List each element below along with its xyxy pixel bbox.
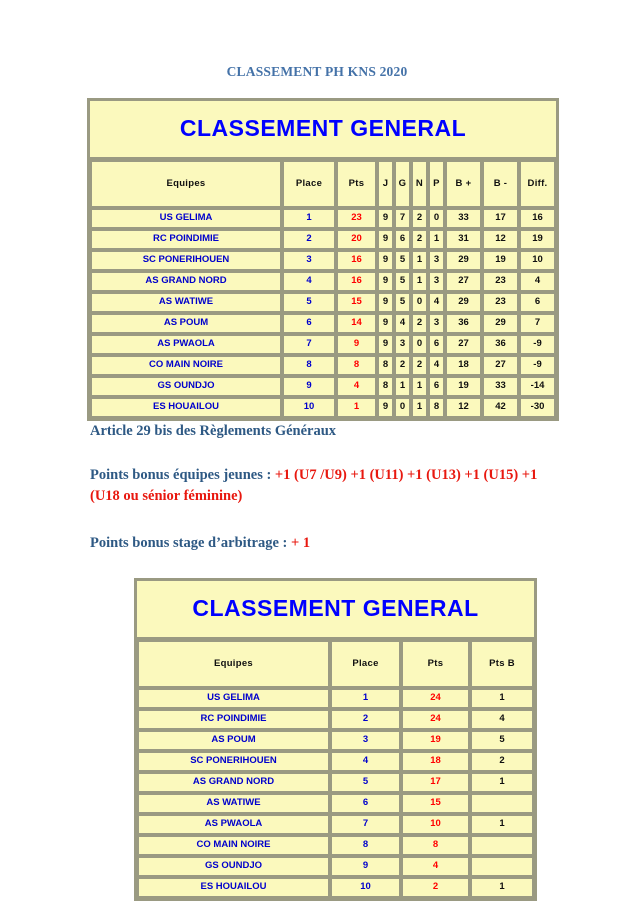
- cell-pts: 24: [401, 688, 470, 709]
- table-row: [137, 688, 534, 709]
- cell-ptsb: 1: [470, 877, 534, 898]
- cell-pts: 14: [336, 313, 377, 334]
- cell-diff: 19: [519, 229, 556, 250]
- cell-j: 9: [377, 334, 394, 355]
- cell-place: 4: [330, 751, 401, 772]
- table-row: [137, 772, 534, 793]
- cell-diff: -9: [519, 334, 556, 355]
- cell-bp: 27: [445, 334, 482, 355]
- article-reference-text: Article 29 bis des Règlements Généraux: [90, 423, 337, 439]
- page-title: CLASSEMENT PH KNS 2020: [226, 64, 408, 79]
- cell-bc: 23: [482, 292, 519, 313]
- cell-team: US GELIMA: [137, 688, 330, 709]
- cell-g: 6: [394, 229, 411, 250]
- cell-pts: 16: [336, 250, 377, 271]
- cell-bc: 12: [482, 229, 519, 250]
- cell-p: 6: [428, 334, 445, 355]
- cell-bp: 36: [445, 313, 482, 334]
- table-banner-title: CLASSEMENT GENERAL: [137, 581, 534, 640]
- table-row: [90, 271, 556, 292]
- cell-g: 5: [394, 250, 411, 271]
- cell-ptsb: 1: [470, 772, 534, 793]
- cell-place: 8: [282, 355, 336, 376]
- cell-pts: 16: [336, 271, 377, 292]
- column-header-g: G: [394, 160, 411, 208]
- cell-place: 7: [330, 814, 401, 835]
- table-row: [137, 814, 534, 835]
- cell-bc: 23: [482, 271, 519, 292]
- table-row: [90, 397, 556, 418]
- cell-bp: 19: [445, 376, 482, 397]
- cell-bp: 29: [445, 250, 482, 271]
- cell-p: 4: [428, 292, 445, 313]
- cell-team: CO MAIN NOIRE: [137, 835, 330, 856]
- bonus-arbitrage-paragraph: [90, 533, 560, 554]
- column-header-equipes: Equipes: [90, 160, 282, 208]
- column-header-difference: Diff.: [519, 160, 556, 208]
- cell-pts: 18: [401, 751, 470, 772]
- cell-diff: 16: [519, 208, 556, 229]
- cell-team: GS OUNDJO: [137, 856, 330, 877]
- table-row: [137, 856, 534, 877]
- cell-pts: 9: [336, 334, 377, 355]
- cell-team: CO MAIN NOIRE: [90, 355, 282, 376]
- cell-bp: 33: [445, 208, 482, 229]
- cell-bc: 19: [482, 250, 519, 271]
- cell-place: 10: [330, 877, 401, 898]
- cell-bp: 31: [445, 229, 482, 250]
- cell-place: 2: [282, 229, 336, 250]
- cell-pts: 15: [401, 793, 470, 814]
- cell-pts: 24: [401, 709, 470, 730]
- cell-j: 9: [377, 313, 394, 334]
- cell-n: 1: [411, 397, 428, 418]
- column-header-equipes: Equipes: [137, 640, 330, 688]
- cell-diff: -30: [519, 397, 556, 418]
- cell-diff: 7: [519, 313, 556, 334]
- bonus-jeunes-label: Points bonus équipes jeunes :: [90, 467, 275, 483]
- cell-p: 3: [428, 313, 445, 334]
- column-header-place: Place: [282, 160, 336, 208]
- cell-ptsb: [470, 835, 534, 856]
- column-header-buts-pour: B +: [445, 160, 482, 208]
- cell-team: AS WATIWE: [90, 292, 282, 313]
- cell-n: 2: [411, 313, 428, 334]
- cell-place: 1: [330, 688, 401, 709]
- cell-bp: 29: [445, 292, 482, 313]
- cell-p: 3: [428, 271, 445, 292]
- column-header-pts: Pts: [336, 160, 377, 208]
- cell-n: 0: [411, 292, 428, 313]
- cell-team: AS GRAND NORD: [137, 772, 330, 793]
- cell-g: 4: [394, 313, 411, 334]
- standings-table-bonus: [134, 578, 537, 901]
- cell-g: 5: [394, 292, 411, 313]
- cell-n: 0: [411, 334, 428, 355]
- cell-n: 1: [411, 271, 428, 292]
- table-row: [137, 793, 534, 814]
- cell-pts: 20: [336, 229, 377, 250]
- cell-bc: 17: [482, 208, 519, 229]
- cell-team: AS WATIWE: [137, 793, 330, 814]
- cell-g: 5: [394, 271, 411, 292]
- bonus-arbitrage-value: + 1: [291, 535, 311, 551]
- table-row: [90, 313, 556, 334]
- cell-team: AS POUM: [137, 730, 330, 751]
- cell-place: 5: [282, 292, 336, 313]
- bonus-jeunes-paragraph: [90, 465, 560, 507]
- cell-n: 2: [411, 229, 428, 250]
- table-row: [90, 355, 556, 376]
- cell-diff: 4: [519, 271, 556, 292]
- cell-pts: 4: [401, 856, 470, 877]
- cell-bc: 42: [482, 397, 519, 418]
- cell-pts: 10: [401, 814, 470, 835]
- cell-place: 9: [330, 856, 401, 877]
- table-row: [90, 229, 556, 250]
- table-row: [137, 730, 534, 751]
- table-banner-row: [137, 581, 534, 640]
- cell-n: 1: [411, 250, 428, 271]
- table-row: [137, 709, 534, 730]
- cell-pts: 8: [401, 835, 470, 856]
- column-header-place: Place: [330, 640, 401, 688]
- cell-j: 9: [377, 271, 394, 292]
- cell-place: 3: [330, 730, 401, 751]
- cell-ptsb: [470, 793, 534, 814]
- column-header-j: J: [377, 160, 394, 208]
- cell-j: 9: [377, 250, 394, 271]
- cell-bp: 27: [445, 271, 482, 292]
- cell-j: 9: [377, 397, 394, 418]
- cell-p: 0: [428, 208, 445, 229]
- cell-place: 3: [282, 250, 336, 271]
- table-banner-row: [90, 101, 556, 160]
- bonus-jeunes-value: +1 (U7 /U9) +1 (U11) +1 (U13) +1 (U15) +1 (U18 ou sénior féminine): [90, 467, 538, 505]
- cell-place: 5: [330, 772, 401, 793]
- cell-team: AS GRAND NORD: [90, 271, 282, 292]
- table-row: [137, 835, 534, 856]
- cell-pts: 15: [336, 292, 377, 313]
- cell-team: AS PWAOLA: [137, 814, 330, 835]
- cell-diff: -9: [519, 355, 556, 376]
- standings-table-detailed: [87, 98, 559, 421]
- cell-place: 8: [330, 835, 401, 856]
- column-header-n: N: [411, 160, 428, 208]
- cell-team: SC PONERIHOUEN: [90, 250, 282, 271]
- cell-pts: 8: [336, 355, 377, 376]
- cell-bc: 29: [482, 313, 519, 334]
- cell-j: 8: [377, 355, 394, 376]
- cell-n: 1: [411, 376, 428, 397]
- cell-pts: 4: [336, 376, 377, 397]
- cell-p: 3: [428, 250, 445, 271]
- cell-pts: 19: [401, 730, 470, 751]
- cell-j: 9: [377, 292, 394, 313]
- column-header-pts-bonus: Pts B: [470, 640, 534, 688]
- cell-ptsb: 4: [470, 709, 534, 730]
- cell-n: 2: [411, 355, 428, 376]
- cell-pts: 23: [336, 208, 377, 229]
- table-row: [137, 877, 534, 898]
- cell-g: 0: [394, 397, 411, 418]
- cell-bp: 18: [445, 355, 482, 376]
- cell-n: 2: [411, 208, 428, 229]
- cell-ptsb: 5: [470, 730, 534, 751]
- cell-bc: 33: [482, 376, 519, 397]
- cell-team: AS POUM: [90, 313, 282, 334]
- table-row: [90, 292, 556, 313]
- cell-place: 1: [282, 208, 336, 229]
- cell-place: 6: [282, 313, 336, 334]
- cell-g: 2: [394, 355, 411, 376]
- table-header-row: [137, 640, 534, 688]
- cell-ptsb: [470, 856, 534, 877]
- table-row: [137, 751, 534, 772]
- cell-p: 4: [428, 355, 445, 376]
- cell-place: 6: [330, 793, 401, 814]
- column-header-pts: Pts: [401, 640, 470, 688]
- cell-p: 8: [428, 397, 445, 418]
- cell-team: AS PWAOLA: [90, 334, 282, 355]
- cell-team: RC POINDIMIE: [137, 709, 330, 730]
- cell-team: RC POINDIMIE: [90, 229, 282, 250]
- cell-team: ES HOUAILOU: [90, 397, 282, 418]
- cell-j: 9: [377, 208, 394, 229]
- bonus-arbitrage-label: Points bonus stage d’arbitrage :: [90, 535, 291, 551]
- cell-bp: 12: [445, 397, 482, 418]
- cell-j: 8: [377, 376, 394, 397]
- table-row: [90, 334, 556, 355]
- cell-place: 9: [282, 376, 336, 397]
- cell-ptsb: 1: [470, 688, 534, 709]
- cell-bc: 27: [482, 355, 519, 376]
- table-row: [90, 208, 556, 229]
- cell-diff: 6: [519, 292, 556, 313]
- cell-bc: 36: [482, 334, 519, 355]
- table-row: [90, 250, 556, 271]
- cell-diff: 10: [519, 250, 556, 271]
- cell-place: 4: [282, 271, 336, 292]
- table-row: [90, 376, 556, 397]
- cell-team: SC PONERIHOUEN: [137, 751, 330, 772]
- cell-team: US GELIMA: [90, 208, 282, 229]
- cell-team: GS OUNDJO: [90, 376, 282, 397]
- cell-ptsb: 1: [470, 814, 534, 835]
- column-header-buts-contre: B -: [482, 160, 519, 208]
- cell-place: 10: [282, 397, 336, 418]
- table-banner-title: CLASSEMENT GENERAL: [90, 101, 556, 160]
- cell-pts: 17: [401, 772, 470, 793]
- cell-g: 3: [394, 334, 411, 355]
- cell-place: 2: [330, 709, 401, 730]
- cell-diff: -14: [519, 376, 556, 397]
- column-header-p: P: [428, 160, 445, 208]
- cell-ptsb: 2: [470, 751, 534, 772]
- cell-p: 1: [428, 229, 445, 250]
- cell-team: ES HOUAILOU: [137, 877, 330, 898]
- cell-pts: 1: [336, 397, 377, 418]
- cell-pts: 2: [401, 877, 470, 898]
- cell-g: 7: [394, 208, 411, 229]
- cell-p: 6: [428, 376, 445, 397]
- table-header-row: [90, 160, 556, 208]
- cell-place: 7: [282, 334, 336, 355]
- cell-g: 1: [394, 376, 411, 397]
- cell-j: 9: [377, 229, 394, 250]
